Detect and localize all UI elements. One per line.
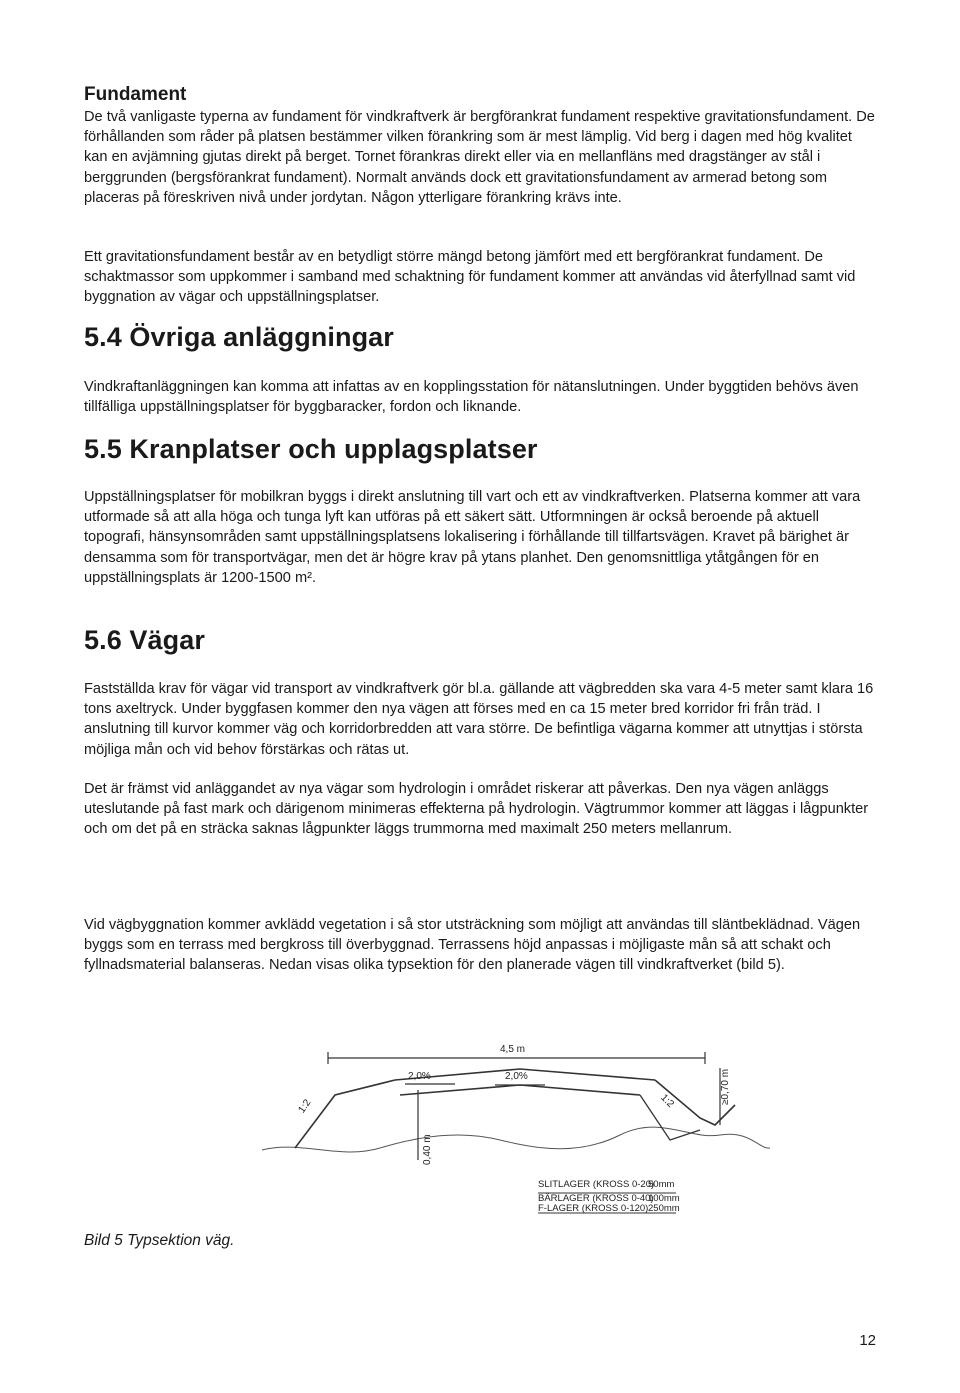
layer-3-thickness: 250mm (648, 1203, 680, 1214)
heading-5-5: 5.5 Kranplatser och upplagsplatser (84, 434, 538, 464)
road-base-line (400, 1085, 640, 1095)
paragraph-5-6-2: Det är främst vid anläggandet av nya vägar som hydrologin i området riskerar att påverkas. Den nya vägen anläggs uteslutande på fast mark och därigenom minimeras effekterna på hydrologin. Vägtrummor kommer att läggas i lågpunkter och om det på en sträcka saknas lågpunkter läggs trummorna med maximalt 250 meters mellanrum. (84, 781, 869, 838)
figure-caption: Bild 5 Typsektion väg. (84, 1232, 235, 1249)
heading-5-6: 5.6 Vägar (84, 625, 205, 655)
paragraph-5-4: Vindkraftanläggningen kan komma att infattas av en kopplingsstation för nätanslutningen. Under byggtiden behövs även tillfälliga uppställningsplatser för byggbaracker, fordon och liknande. (84, 379, 859, 416)
layer-1-name: SLITLAGER (KROSS 0-20) (538, 1179, 655, 1190)
heading-fundament: Fundament (84, 84, 187, 105)
layer-2-name: BÄRLAGER (KROSS 0-40) (538, 1193, 654, 1204)
heading-5-4: 5.4 Övriga anläggningar (84, 322, 394, 352)
paragraph-fundament-2: Ett gravitationsfundament består av en betydligt större mängd betong jämfört med ett bergförankrat fundament. De schaktmassor som uppkommer i samband med schaktning för fundament kommer att användas vid återfyllnad samt vid byggnation av vägar och uppställningsplatser. (84, 249, 856, 306)
layer-legend (538, 1179, 680, 1214)
left-slope-line (295, 1080, 395, 1148)
layer-3-name: F-LAGER (KROSS 0-120) (538, 1203, 649, 1214)
layer-1-thickness: 50mm (648, 1179, 675, 1190)
page-number: 12 (859, 1332, 876, 1349)
existing-ground-line (262, 1127, 770, 1152)
paragraph-5-5: Uppställningsplatser för mobilkran byggs i direkt anslutning till vart och ett av vindkraftverken. Platserna kommer att vara utformade så att alla höga och tunga lyft kan utföras på ett säkert sätt. Utformningen är också beroende på aktuell topografi, hänsynsområden samt uppställningsplatsens lokalisering i förhållande till tillfartsvägen. Kravet på bärighet är densamma som för transportvägar, men det är högre krav på ytans planhet. Den genomsnittliga ytåtgången för en uppställningsplats är 1200-1500 m². (84, 489, 861, 586)
paragraph-fundament-1: De två vanligaste typerna av fundament för vindkraftverk är bergförankrat fundament respektive gravitationsfundament. De förhållanden som råder på platsen bestämmer vilken förankring som är mest lämplig. Vid berg i dagen med hög kvalitet kan en avjämning gjutas direkt på berget. Tornet förankras direkt eller via en mellanfläns med dragstänger av stål i berggrunden (bergsförankrat fundament). Normalt används dock ett gravitationsfundament av armerad betong som placeras på föreskriven nivå under jordytan. Någon ytterligare förankring krävs inte. (84, 109, 875, 206)
height-label: ≥0,70 m (720, 1068, 731, 1105)
layer-2-thickness: 100mm (648, 1193, 680, 1204)
paragraph-5-6-3: Vid vägbyggnation kommer avklädd vegetation i så stor utsträckning som möjligt att användas till släntbeklädnad. Vägen byggs som en terrass med bergkross till överbyggnad. Terrassens höjd anpassas i möjligaste mån så att schakt och fyllnadsmaterial balanseras. Nedan visas olika typsektion för den planerade vägen till vindkraftverket (bild 5). (84, 917, 861, 974)
side-slope-left-label: 1:2 (296, 1097, 314, 1116)
side-slope-right-label: 1:2 (658, 1092, 676, 1110)
paragraph-5-6-1: Fastställda krav för vägar vid transport av vindkraftverk gör bl.a. gällande att vägbredden ska vara 4-5 meter samt klara 16 tons axeltryck. Under byggfasen kommer den nya vägen att förses med en ca 15 meter bred korridor fri från träd. I anslutning till kurvor kommer väg och korridorbredden att vara större. De befintliga vägarna kommer att utnyttjas i största möjliga mån och vid behov förstärkas och rätas ut. (84, 681, 874, 758)
width-label: 4,5 m (500, 1044, 526, 1055)
depth-label: 0,40 m (422, 1134, 433, 1165)
slope-left-label: 2,0% (408, 1071, 431, 1082)
slope-right-label: 2,0% (505, 1071, 528, 1082)
